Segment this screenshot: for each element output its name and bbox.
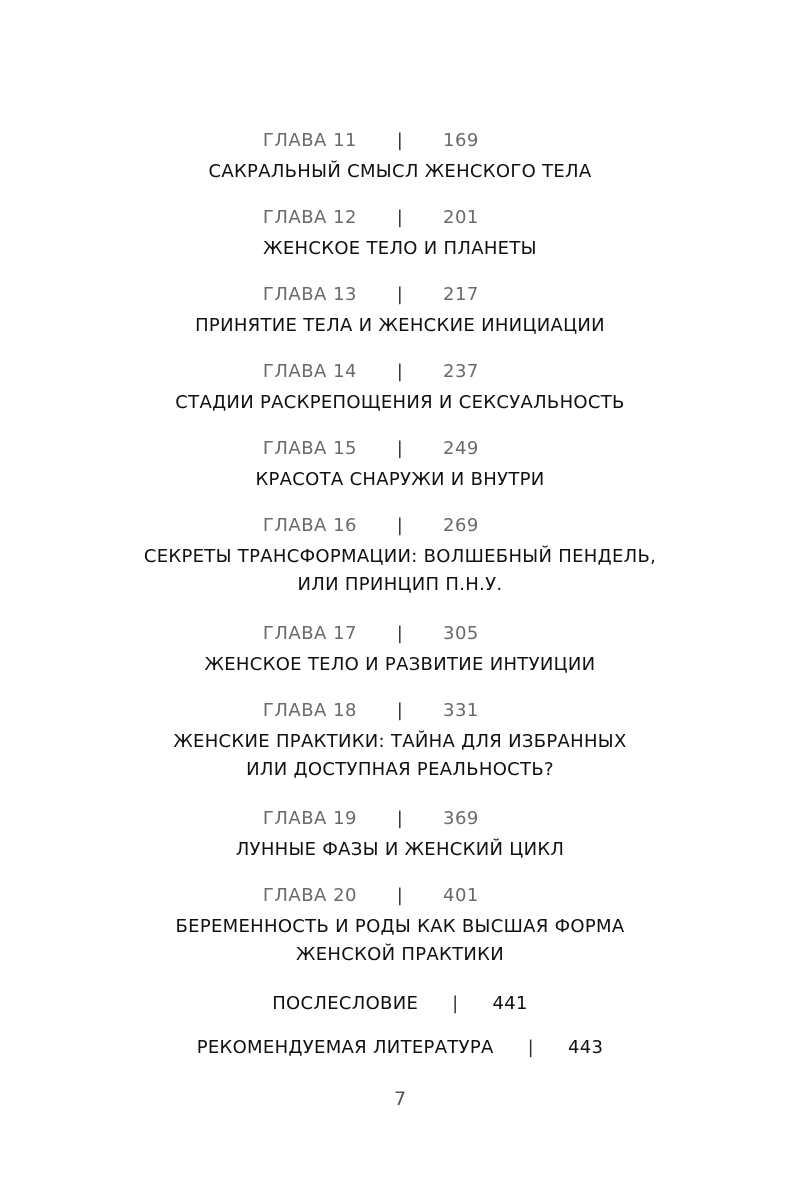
chapter-label: ГЛАВА 12 [262, 207, 357, 228]
toc-entry-chapter-17[interactable] [0, 617, 800, 679]
separator: | [396, 284, 404, 305]
chapter-page: 169 [443, 130, 479, 151]
page-number: 7 [393, 1088, 407, 1110]
chapter-heading [0, 432, 800, 466]
toc-entry-chapter-18[interactable] [0, 694, 800, 784]
chapter-label: ГЛАВА 18 [262, 700, 357, 721]
table-of-contents [0, 124, 800, 1065]
chapter-page: 217 [443, 284, 479, 305]
chapter-heading [0, 617, 800, 651]
chapter-heading [0, 509, 800, 543]
literature-page: 443 [568, 1037, 604, 1058]
chapter-title: СЕКРЕТЫ ТРАНСФОРМАЦИИ: ВОЛШЕБНЫЙ ПЕНДЕЛЬ, ИЛИ ПРИНЦИП П.Н.У. [143, 546, 657, 595]
chapter-title: САКРАЛЬНЫЙ СМЫСЛ ЖЕНСКОГО ТЕЛА [208, 161, 592, 182]
chapter-label: ГЛАВА 13 [262, 284, 357, 305]
separator: | [396, 438, 404, 459]
toc-entry-chapter-13[interactable] [0, 278, 800, 340]
chapter-page: 249 [443, 438, 479, 459]
separator: | [396, 700, 404, 721]
toc-entry-chapter-12[interactable] [0, 201, 800, 263]
chapter-title: ПРИНЯТИЕ ТЕЛА И ЖЕНСКИЕ ИНИЦИАЦИИ [195, 315, 605, 336]
separator: | [396, 885, 404, 906]
chapter-heading [0, 879, 800, 913]
chapter-heading [0, 694, 800, 728]
chapter-label: ГЛАВА 20 [262, 885, 357, 906]
chapter-page: 237 [443, 361, 479, 382]
chapter-page: 331 [443, 700, 479, 721]
chapter-heading [0, 201, 800, 235]
chapter-title: СТАДИИ РАСКРЕПОЩЕНИЯ И СЕКСУАЛЬНОСТЬ [175, 392, 625, 413]
chapter-title: ЖЕНСКОЕ ТЕЛО И РАЗВИТИЕ ИНТУИЦИИ [204, 654, 596, 675]
chapter-title: ЛУННЫЕ ФАЗЫ И ЖЕНСКИЙ ЦИКЛ [235, 839, 565, 860]
chapter-label: ГЛАВА 14 [262, 361, 357, 382]
toc-entry-chapter-16[interactable] [0, 509, 800, 599]
toc-entry-afterword[interactable] [0, 987, 800, 1021]
toc-entry-chapter-14[interactable] [0, 355, 800, 417]
chapter-heading [0, 124, 800, 158]
chapter-label: ГЛАВА 19 [262, 808, 357, 829]
separator: | [396, 808, 404, 829]
chapter-label: ГЛАВА 11 [262, 130, 357, 151]
chapter-page: 269 [443, 515, 479, 536]
chapter-page: 369 [443, 808, 479, 829]
chapter-label: ГЛАВА 15 [262, 438, 357, 459]
chapter-heading [0, 355, 800, 389]
chapter-title: КРАСОТА СНАРУЖИ И ВНУТРИ [255, 469, 545, 490]
chapter-label: ГЛАВА 17 [262, 623, 357, 644]
separator: | [396, 361, 404, 382]
literature-label: РЕКОМЕНДУЕМАЯ ЛИТЕРАТУРА [196, 1037, 494, 1058]
chapter-page: 305 [443, 623, 479, 644]
chapter-label: ГЛАВА 16 [262, 515, 357, 536]
separator: | [396, 207, 404, 228]
chapter-heading [0, 278, 800, 312]
afterword-label: ПОСЛЕСЛОВИЕ [272, 993, 419, 1014]
separator: | [396, 515, 404, 536]
chapter-heading [0, 802, 800, 836]
chapter-title: ЖЕНСКИЕ ПРАКТИКИ: ТАЙНА ДЛЯ ИЗБРАННЫХ ИЛИ ДОСТУПНАЯ РЕАЛЬНОСТЬ? [173, 731, 627, 780]
toc-entry-chapter-15[interactable] [0, 432, 800, 494]
afterword-page: 441 [492, 993, 528, 1014]
separator: | [527, 1037, 535, 1058]
chapter-title: ЖЕНСКОЕ ТЕЛО И ПЛАНЕТЫ [263, 238, 537, 259]
chapter-title: БЕРЕМЕННОСТЬ И РОДЫ КАК ВЫСШАЯ ФОРМА ЖЕНСКОЙ ПРАКТИКИ [175, 916, 625, 965]
toc-entry-chapter-20[interactable] [0, 879, 800, 969]
toc-entry-chapter-19[interactable] [0, 802, 800, 864]
toc-entry-literature[interactable] [0, 1031, 800, 1065]
separator: | [396, 130, 404, 151]
toc-entry-chapter-11[interactable] [0, 124, 800, 186]
chapter-page: 401 [443, 885, 479, 906]
separator: | [452, 993, 459, 1014]
chapter-page: 201 [443, 207, 479, 228]
separator: | [396, 623, 404, 644]
